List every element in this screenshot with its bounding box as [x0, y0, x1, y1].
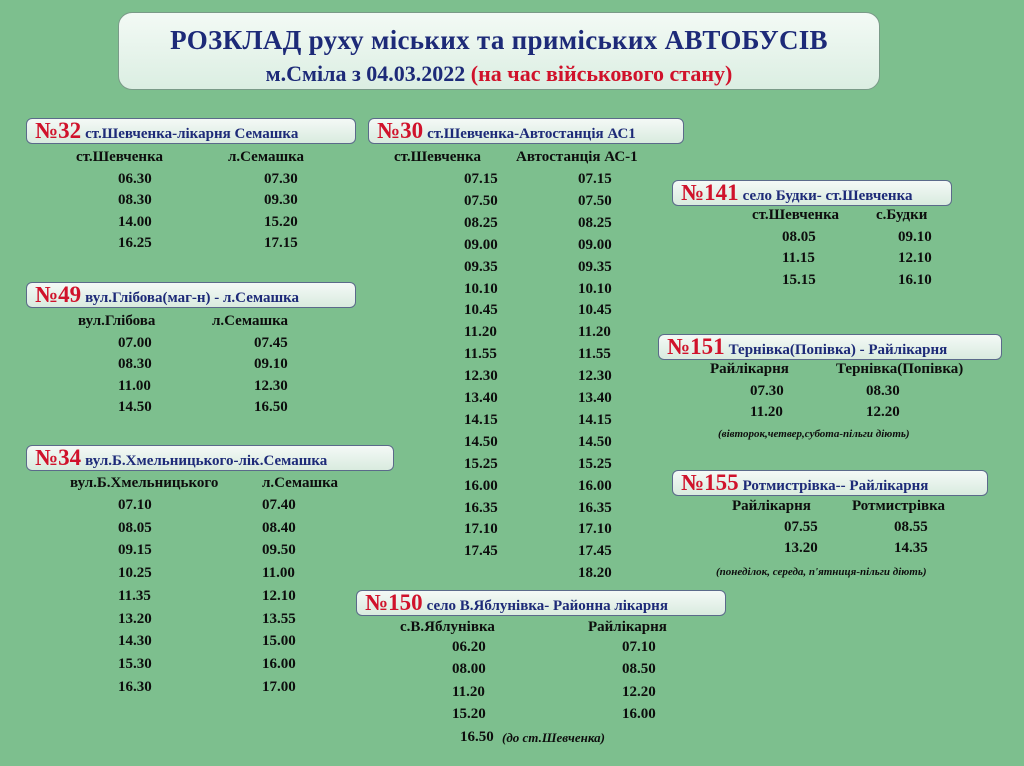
route-151-note: (вівторок,четвер,субота-пільги діють) [718, 428, 910, 440]
departure-time: 16.25 [118, 234, 152, 251]
column-header-destination: Райлікарня [588, 619, 667, 635]
departure-time: 14.15 [464, 411, 498, 428]
return-time: 14.35 [894, 540, 928, 557]
column-header-origin: Райлікарня [710, 361, 789, 377]
departure-time: 08.05 [782, 229, 816, 245]
return-time: 15.25 [578, 455, 612, 472]
departure-time: 08.05 [118, 519, 152, 536]
route-name: ст.Шевченка-лікарня Семашка [85, 126, 299, 142]
return-time: 16.00 [262, 655, 296, 672]
departure-time: 11.20 [750, 404, 783, 421]
return-time: 07.45 [254, 335, 288, 351]
departure-time: 14.50 [118, 398, 152, 415]
column-header-origin: с.В.Яблунівка [400, 619, 495, 635]
departure-time: 13.20 [784, 540, 818, 557]
departure-time: 14.50 [464, 433, 498, 450]
route-name: вул.Б.Хмельницького-лік.Семашка [85, 453, 328, 469]
return-time: 11.20 [578, 324, 611, 341]
route-name: Ротмистрівка-- Райлікарня [742, 478, 929, 494]
route-number: №150 [365, 590, 423, 615]
route-name: Тернівка(Попівка) - Райлікарня [728, 342, 948, 358]
return-time: 11.55 [578, 346, 611, 363]
return-time: 09.10 [254, 356, 288, 373]
departure-time: 11.20 [452, 683, 485, 700]
return-time: 13.40 [578, 390, 612, 406]
return-time: 12.30 [578, 368, 612, 385]
return-time: 11.00 [262, 565, 295, 582]
return-time: 08.30 [866, 383, 900, 399]
departure-time: 14.30 [118, 633, 152, 650]
departure-time: 11.00 [118, 377, 151, 394]
route-header-34 [26, 445, 394, 471]
return-time: 09.00 [578, 236, 612, 253]
route-name: село Будки- ст.Шевченка [742, 188, 913, 204]
column-header-origin: вул.Глібова [78, 313, 156, 329]
departure-time: 09.00 [464, 236, 498, 253]
return-time: 18.20 [578, 565, 612, 582]
column-header-destination: Автостанція АС-1 [516, 149, 638, 165]
departure-time: 15.25 [464, 455, 498, 472]
return-time: 12.10 [262, 587, 296, 604]
return-time: 17.15 [264, 234, 298, 251]
departure-time: 13.20 [118, 610, 152, 627]
route-number: №32 [35, 118, 82, 143]
return-time: 14.50 [578, 433, 612, 450]
departure-time: 07.15 [464, 171, 498, 187]
column-header-origin: ст.Шевченка [394, 149, 481, 165]
departure-time: 09.35 [464, 258, 498, 275]
departure-time: 14.00 [118, 213, 152, 230]
route-header-150 [356, 590, 726, 616]
route-name: село В.Яблунівка- Районна лікарня [426, 598, 668, 614]
departure-time: 16.30 [118, 678, 152, 695]
return-time: 16.10 [898, 271, 932, 288]
return-time: 09.10 [898, 229, 932, 245]
return-time: 10.45 [578, 302, 612, 319]
departure-time: 07.55 [784, 519, 818, 535]
title-panel [118, 12, 880, 90]
return-time: 15.00 [262, 633, 296, 650]
extra-departure-time: 16.50 [460, 729, 494, 745]
column-header-destination: л.Семашка [262, 475, 339, 491]
departure-time: 13.40 [464, 390, 498, 406]
return-time: 17.00 [262, 678, 296, 695]
return-time: 12.20 [622, 683, 656, 700]
return-time: 07.30 [264, 171, 298, 187]
column-header-destination: Ротмистрівка [852, 498, 946, 514]
column-header-destination: Тернівка(Попівка) [836, 361, 964, 377]
return-time: 12.30 [254, 377, 288, 394]
route-header-151 [658, 334, 1002, 360]
departure-time: 07.10 [118, 497, 152, 513]
route-number: №30 [377, 118, 424, 143]
departure-time: 08.30 [118, 192, 152, 209]
return-time: 09.35 [578, 258, 612, 275]
return-time: 07.50 [578, 192, 612, 209]
column-header-origin: Райлікарня [732, 498, 811, 514]
return-time: 15.20 [264, 213, 298, 230]
return-time: 12.20 [866, 404, 900, 421]
departure-time: 11.15 [782, 250, 815, 267]
departure-time: 17.45 [464, 543, 498, 560]
departure-time: 11.35 [118, 587, 151, 604]
subtitle-date: м.Сміла з 04.03.2022 [265, 61, 466, 86]
return-time: 14.15 [578, 411, 612, 428]
route-number: №34 [35, 445, 82, 470]
route-header-30 [368, 118, 684, 144]
page-subtitle [119, 61, 879, 87]
return-time: 07.15 [578, 171, 612, 187]
departure-time: 17.10 [464, 521, 498, 538]
return-time: 07.10 [622, 639, 656, 655]
route-header-49 [26, 282, 356, 308]
return-time: 16.00 [622, 705, 656, 722]
route-name: вул.Глібова(маг-н) - л.Семашка [85, 290, 300, 306]
departure-time: 10.25 [118, 565, 152, 582]
route-header-141 [672, 180, 952, 206]
route-header-32 [26, 118, 356, 144]
return-time: 12.10 [898, 250, 932, 267]
departure-time: 15.15 [782, 271, 816, 288]
departure-time: 15.20 [452, 705, 486, 722]
page-title: РОЗКЛАД руху міських та приміських АВТОБУСІВ [170, 25, 828, 55]
return-time: 09.50 [262, 542, 296, 559]
subtitle-martial-law: (на час військового стану) [470, 61, 733, 86]
return-time: 09.30 [264, 192, 298, 209]
departure-time: 07.30 [750, 383, 784, 399]
departure-time: 06.30 [118, 171, 152, 187]
departure-time: 11.55 [464, 346, 497, 363]
departure-time: 07.00 [118, 335, 152, 351]
route-number: №155 [681, 470, 739, 495]
departure-time: 16.00 [464, 477, 498, 494]
return-time: 16.50 [254, 398, 288, 415]
return-time: 08.50 [622, 661, 656, 678]
return-time: 16.35 [578, 499, 612, 516]
return-time: 08.25 [578, 214, 612, 231]
return-time: 08.40 [262, 519, 296, 536]
departure-time: 08.00 [452, 661, 486, 678]
column-header-destination: с.Будки [876, 207, 928, 223]
return-time: 10.10 [578, 280, 612, 297]
departure-time: 08.30 [118, 356, 152, 373]
return-time: 17.10 [578, 521, 612, 538]
column-header-destination: л.Семашка [212, 313, 289, 329]
departure-time: 06.20 [452, 639, 486, 655]
column-header-origin: вул.Б.Хмельницького [70, 475, 219, 491]
route-number: №151 [667, 334, 725, 359]
departure-time: 10.10 [464, 280, 498, 297]
departure-time: 16.35 [464, 499, 498, 516]
column-header-origin: ст.Шевченка [752, 207, 839, 223]
column-header-origin: ст.Шевченка [76, 149, 163, 165]
route-number: №49 [35, 282, 82, 307]
return-time: 08.55 [894, 519, 928, 535]
return-time: 16.00 [578, 477, 612, 494]
departure-time: 15.30 [118, 655, 152, 672]
route-155-note: (понеділок, середа, п'ятниця-пільги діють) [716, 566, 927, 578]
return-time: 17.45 [578, 543, 612, 560]
return-time: 13.55 [262, 610, 296, 627]
route-name: ст.Шевченка-Автостанція АС1 [427, 126, 636, 142]
route-number: №141 [681, 180, 739, 205]
departure-time: 07.50 [464, 192, 498, 209]
departure-time: 09.15 [118, 542, 152, 559]
departure-time: 11.20 [464, 324, 497, 341]
route-header-155 [672, 470, 988, 496]
departure-time: 12.30 [464, 368, 498, 385]
extra-departure-note: (до ст.Шевченка) [502, 730, 605, 745]
column-header-destination: л.Семашка [228, 149, 305, 165]
departure-time: 08.25 [464, 214, 498, 231]
departure-time: 10.45 [464, 302, 498, 319]
return-time: 07.40 [262, 497, 296, 513]
